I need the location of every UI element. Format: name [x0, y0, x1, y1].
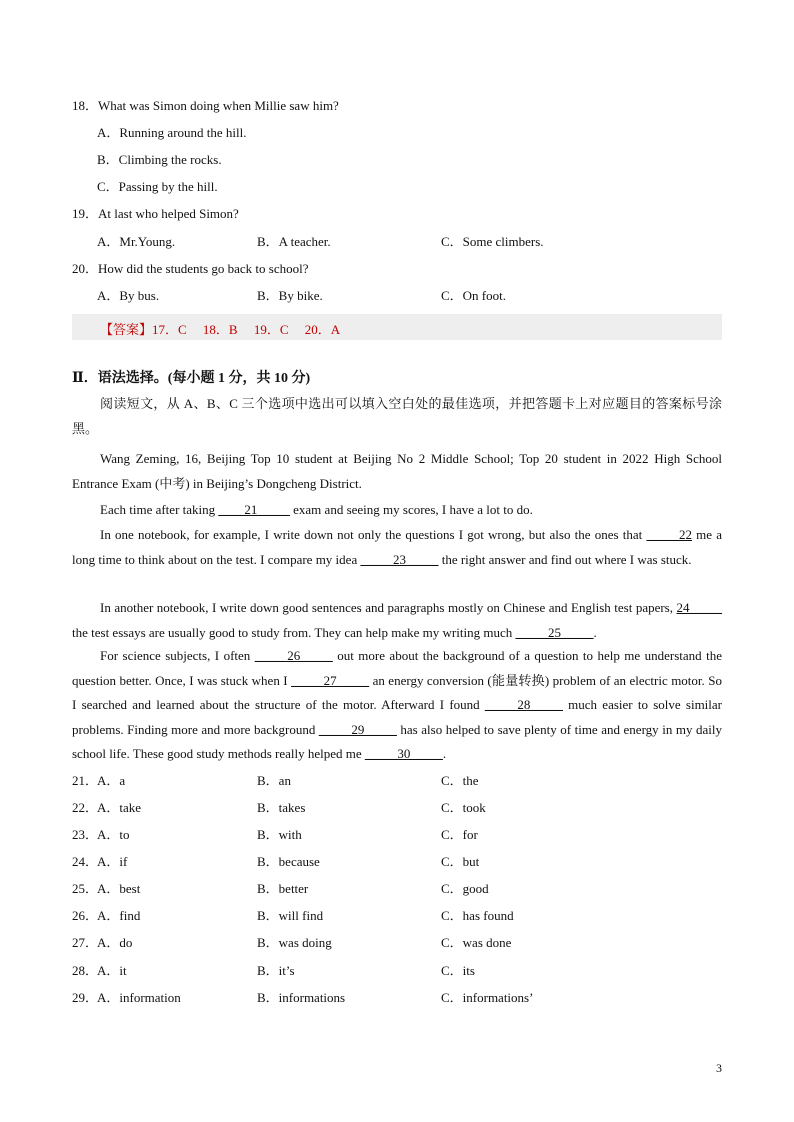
instruction-paragraph: 阅读短文，从 A、B、C 三个选项中选出可以填入空白处的最佳选项，并把答题卡上对应题目的答案标号涂黑。	[72, 396, 722, 436]
page-number: 3	[716, 1061, 722, 1075]
option-number: 29．	[72, 990, 99, 1005]
option-a: A．to	[97, 827, 130, 842]
text: exam and seeing my scores, I have a lot to do.	[289, 502, 533, 517]
text: has also helped to save plenty of time and energy in my daily school life. These good study methods really helped me	[72, 721, 722, 761]
option-c: C．has found	[441, 908, 514, 923]
passage-paragraph-2	[72, 523, 722, 572]
option-a: A．if	[97, 854, 128, 869]
option-a: A．find	[97, 908, 141, 923]
option-b: B．will find	[257, 908, 324, 923]
option-number: 28．	[72, 963, 99, 978]
passage-paragraph-1	[72, 498, 722, 523]
option-b: B．with	[257, 827, 302, 842]
blank-26: _____26_____	[254, 648, 333, 663]
q19-option-a: A．Mr.Young.	[97, 234, 176, 249]
text: me a long time to think about on the test. I compare my idea	[72, 527, 723, 567]
q19-option-c: C．Some climbers.	[441, 234, 544, 249]
q20-option-a: A．By bus.	[97, 288, 160, 303]
answer-box	[72, 314, 722, 340]
q20-stem: 20．How did the students go back to school?	[72, 261, 309, 276]
blank-27: _____27_____	[291, 672, 370, 688]
option-a: A．a	[97, 773, 126, 788]
option-c: C．good	[441, 881, 489, 896]
option-c: C．its	[441, 963, 475, 978]
option-number: 24．	[72, 854, 99, 869]
q18-option-b: B．Climbing the rocks.	[97, 152, 222, 167]
text: .	[593, 624, 597, 640]
option-c: C．was done	[441, 935, 512, 950]
intro-paragraph: Wang Zeming, 16, Beijing Top 10 student at Beijing No 2 Middle School; Top 20 student in 2022 High School Entrance Exam (中考) in Beijing’s Dongcheng District.	[72, 451, 722, 491]
section-heading: Ⅱ．语法选择。(每小题 1 分，共 10 分)	[72, 371, 311, 386]
option-a: A．it	[97, 963, 127, 978]
option-b: B．it’s	[257, 963, 295, 978]
option-b: B．an	[257, 773, 291, 788]
option-b: B．because	[257, 854, 320, 869]
option-b: B．better	[257, 881, 309, 896]
blank-22: _____22	[646, 527, 692, 542]
option-c: C．informations’	[441, 990, 534, 1005]
option-number: 27．	[72, 935, 99, 950]
passage-paragraph-4	[72, 644, 722, 767]
text: an energy conversion (能量转换) problem of an electric motor. So I searched and learned about the structure of the motor. Afterward I found	[72, 672, 722, 712]
blank-23: _____23_____	[360, 551, 439, 567]
option-c: C．but	[441, 854, 480, 869]
q18-option-a: A．Running around the hill.	[97, 125, 247, 140]
option-a: A．best	[97, 881, 141, 896]
text: much easier to solve similar problems. Finding more and more background	[72, 697, 723, 737]
option-a: A．information	[97, 990, 181, 1005]
answer-key: 【答案】17．C 18．B 19．C 20．A	[100, 322, 341, 337]
text: the test essays are usually good to study from. They can help make my writing much	[72, 624, 516, 640]
option-c: C．for	[441, 827, 478, 842]
option-number: 21．	[72, 773, 99, 788]
q19-option-b: B．A teacher.	[257, 234, 331, 249]
option-c: C．took	[441, 800, 486, 815]
text: out more about the background of a question to help me understand the question better. Once, I was stuck when I	[72, 648, 723, 688]
option-number: 25．	[72, 881, 99, 896]
text: In another notebook, I write down good sentences and paragraphs mostly on Chinese and English test papers,	[100, 600, 677, 615]
option-number: 23．	[72, 827, 99, 842]
option-b: B．was doing	[257, 935, 332, 950]
text: In one notebook, for example, I write down not only the questions I got wrong, but also the ones that	[100, 527, 647, 542]
text: For science subjects, I often	[100, 648, 255, 663]
option-number: 26．	[72, 908, 99, 923]
q20-option-c: C．On foot.	[441, 288, 507, 303]
blank-21: ____21_____	[218, 502, 290, 517]
option-c: C．the	[441, 773, 479, 788]
option-b: B．informations	[257, 990, 346, 1005]
text: Each time after taking	[100, 502, 219, 517]
option-b: B．takes	[257, 800, 306, 815]
q20-option-b: B．By bike.	[257, 288, 323, 303]
blank-28: _____28_____	[484, 697, 563, 712]
q19-stem: 19．At last who helped Simon?	[72, 206, 239, 221]
blank-25: _____25_____	[515, 624, 594, 640]
blank-24: 24_____	[676, 600, 722, 615]
q18-option-c: C．Passing by the hill.	[97, 179, 218, 194]
option-a: A．do	[97, 935, 133, 950]
text: .	[442, 746, 447, 761]
option-number: 22．	[72, 800, 99, 815]
option-a: A．take	[97, 800, 142, 815]
passage-paragraph-3	[72, 596, 722, 645]
blank-30: _____30_____	[364, 746, 443, 761]
q18-stem: 18．What was Simon doing when Millie saw him?	[72, 98, 339, 113]
blank-29: _____29_____	[318, 721, 397, 737]
text: the right answer and find out where I was stuck.	[438, 551, 692, 567]
